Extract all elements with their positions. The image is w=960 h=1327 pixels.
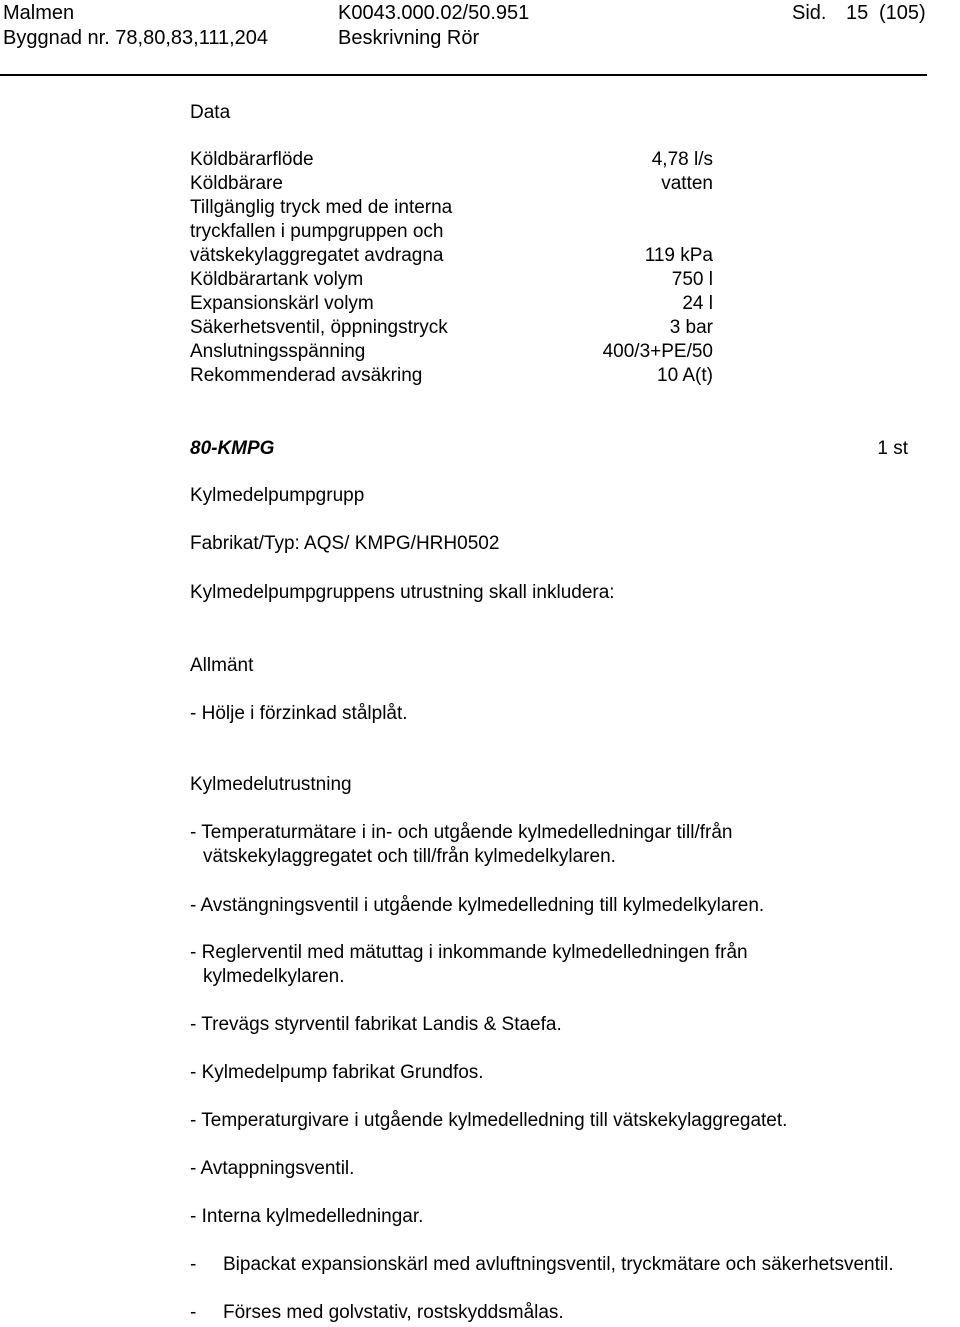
header-doc-number: K0043.000.02/50.951 <box>338 2 530 24</box>
data-value: 750 l <box>671 269 713 290</box>
header-building: Byggnad nr. 78,80,83,111,204 <box>3 27 269 49</box>
product-fabrikat: Fabrikat/Typ: AQS/ KMPG/HRH0502 <box>190 533 500 554</box>
list-item: - Avtappningsventil. <box>190 1158 355 1179</box>
product-name: Kylmedelpumpgrupp <box>190 485 365 506</box>
data-label: Rekommenderad avsäkring <box>190 365 423 386</box>
list-item: - Temperaturmätare i in- och utgående kylmedelledningar till/från <box>190 822 733 843</box>
data-label: Köldbärarflöde <box>190 149 314 170</box>
header-doc-title: Beskrivning Rör <box>338 27 480 49</box>
product-code: 80-KMPG <box>190 438 275 459</box>
list-item: - Trevägs styrventil fabrikat Landis & Staefa. <box>190 1014 562 1035</box>
header-rule <box>0 74 927 76</box>
list-item: - Interna kylmedelledningar. <box>190 1206 424 1227</box>
allmant-heading: Allmänt <box>190 655 254 676</box>
header-project: Malmen <box>3 2 75 24</box>
list-item: - Temperaturgivare i utgående kylmedelledning till vätskekylaggregatet. <box>190 1110 788 1131</box>
data-value: 3 bar <box>669 317 713 338</box>
list-item: - Reglerventil med mätuttag i inkommande kylmedelledningen från <box>190 942 748 963</box>
list-item: Bipackat expansionskärl med avluftningsventil, tryckmätare och säkerhetsventil. <box>223 1254 894 1275</box>
product-intro: Kylmedelpumpgruppens utrustning skall inkludera: <box>190 582 615 603</box>
list-item: - Hölje i förzinkad stålplåt. <box>190 703 408 724</box>
list-item-continuation: kylmedelkylaren. <box>203 966 345 987</box>
kylmedel-heading: Kylmedelutrustning <box>190 774 352 795</box>
data-value: 4,78 l/s <box>651 149 713 170</box>
list-item: Förses med golvstativ, rostskyddsmålas. <box>223 1302 564 1323</box>
list-item: - Avstängningsventil i utgående kylmedelledning till kylmedelkylaren. <box>190 895 765 916</box>
data-label: Expansionskärl volym <box>190 293 374 314</box>
list-item: - Kylmedelpump fabrikat Grundfos. <box>190 1062 484 1083</box>
data-label: vätskekylaggregatet avdragna <box>190 245 444 266</box>
data-label: Anslutningsspänning <box>190 341 366 362</box>
data-value: vatten <box>661 173 713 194</box>
data-value: 400/3+PE/50 <box>602 341 713 362</box>
data-value: 10 A(t) <box>657 365 713 386</box>
list-item-continuation: vätskekylaggregatet och till/från kylmedelkylaren. <box>203 846 616 867</box>
data-label: Säkerhetsventil, öppningstryck <box>190 317 448 338</box>
data-label: Köldbärare <box>190 173 283 194</box>
data-label: Tillgänglig tryck med de interna <box>190 197 453 218</box>
header-page-label: Sid. <box>792 2 827 24</box>
product-quantity: 1 st <box>877 438 908 459</box>
data-value: 24 l <box>682 293 713 314</box>
list-item-dash: - <box>190 1302 197 1323</box>
header-page-total: (105) <box>879 2 926 24</box>
header-page-number: 15 <box>846 2 869 24</box>
data-value: 119 kPa <box>644 245 713 266</box>
list-item-dash: - <box>190 1254 197 1275</box>
data-title: Data <box>190 102 231 123</box>
data-label: Köldbärartank volym <box>190 269 364 290</box>
data-label: tryckfallen i pumpgruppen och <box>190 221 444 242</box>
